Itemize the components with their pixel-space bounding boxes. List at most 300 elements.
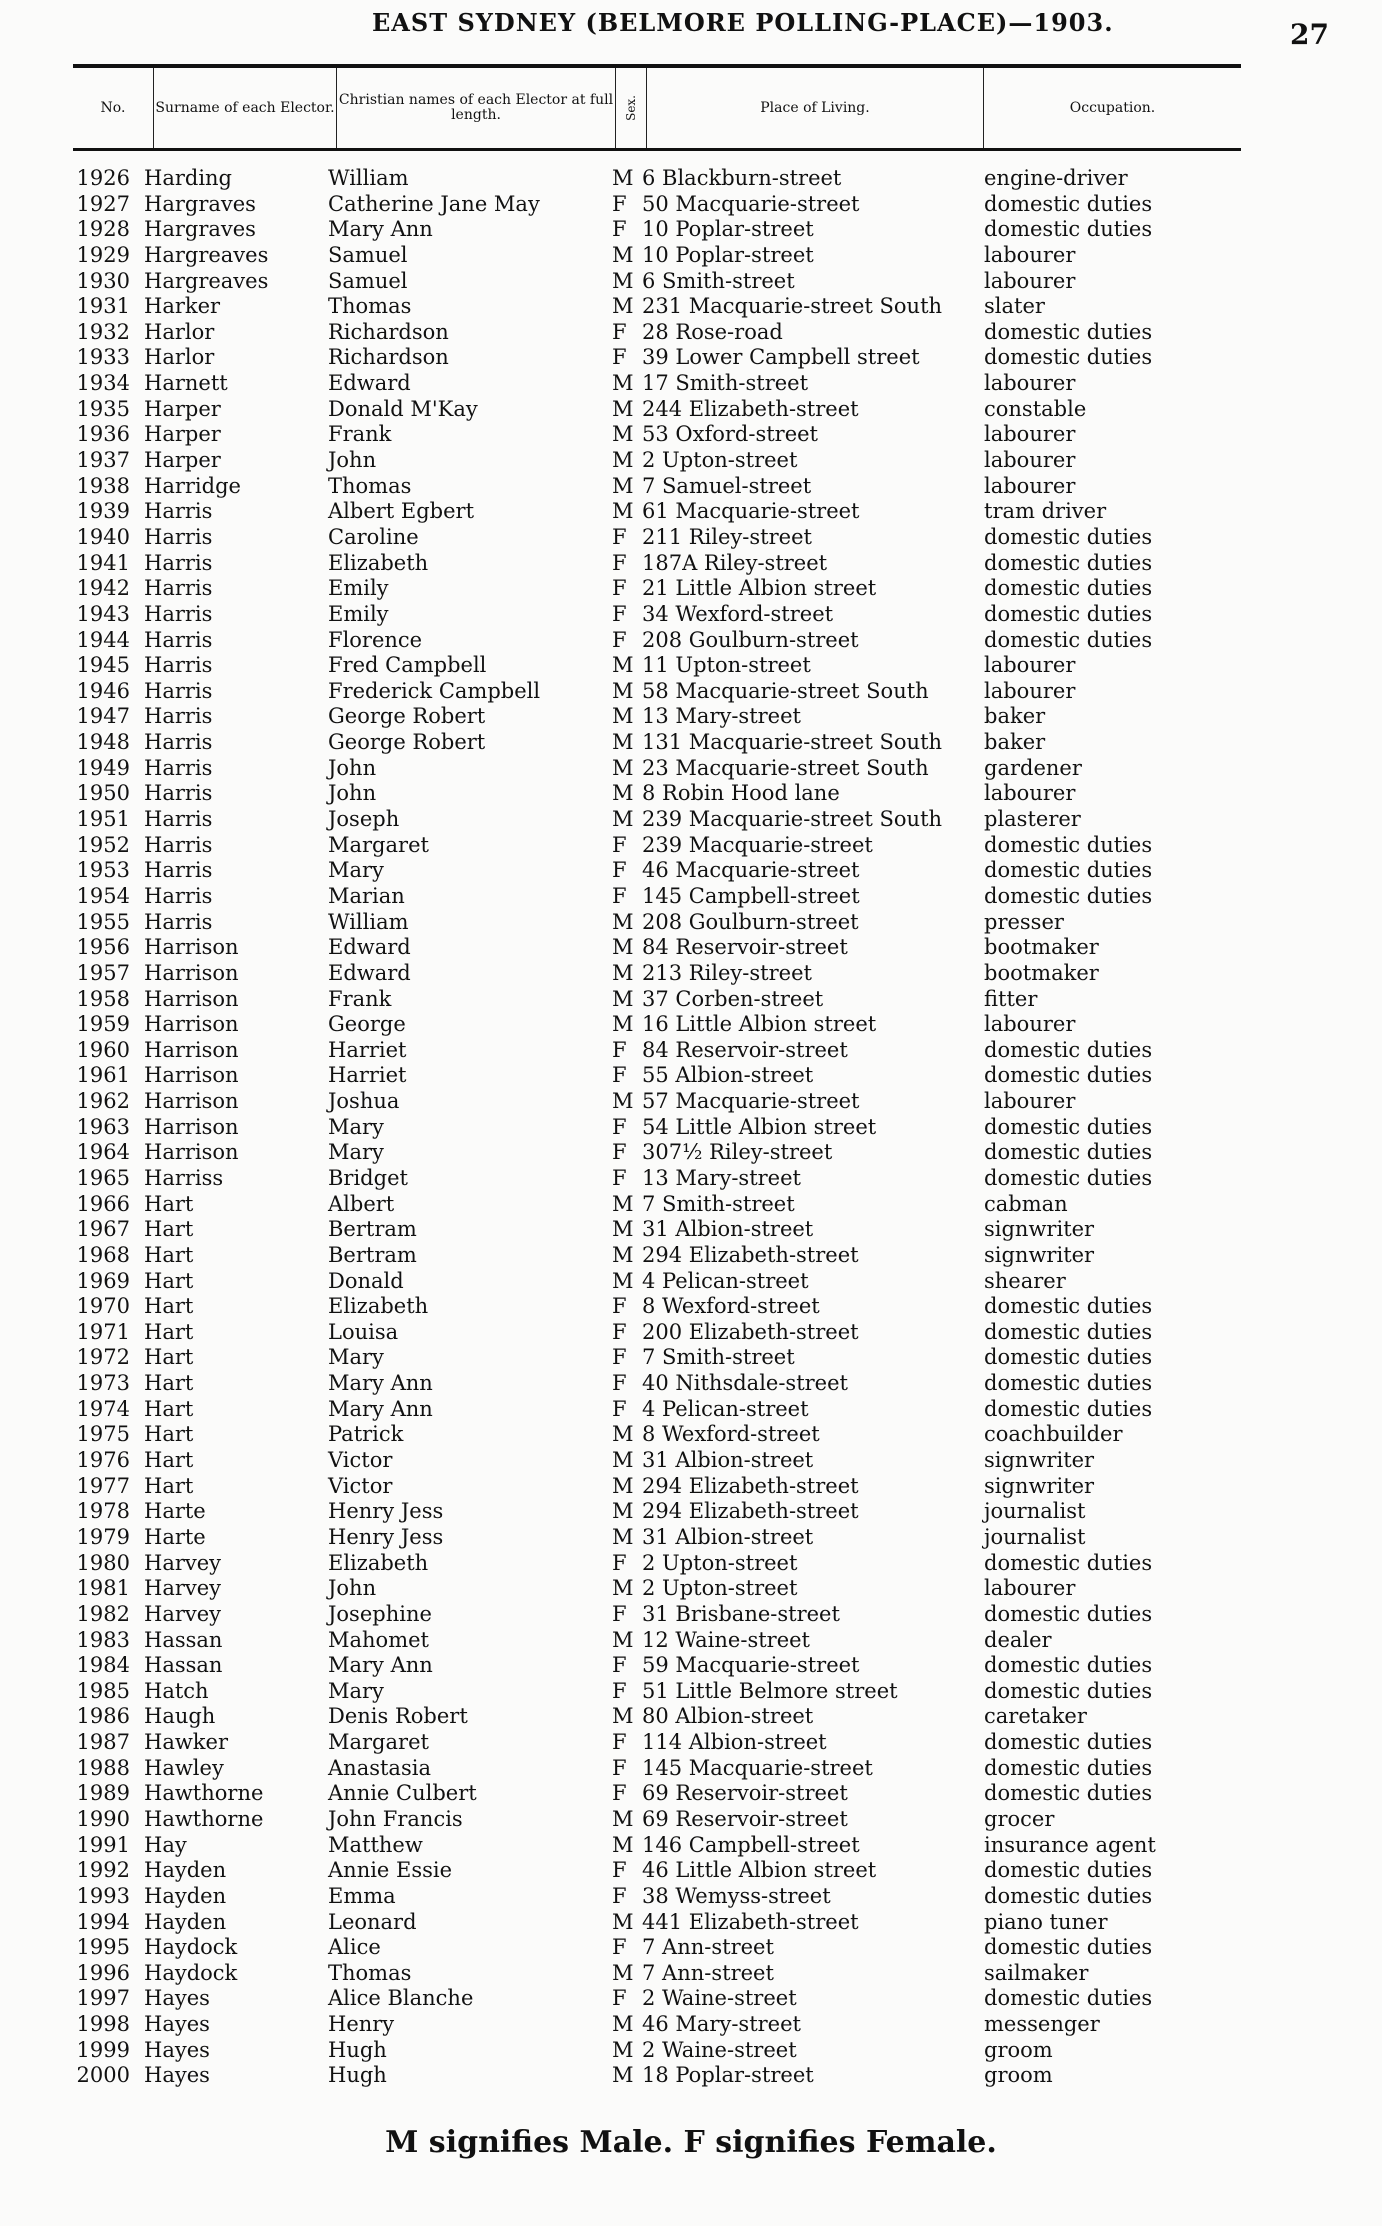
christian-names: Samuel xyxy=(328,268,408,293)
table-row xyxy=(60,628,1300,654)
table-row xyxy=(60,1166,1300,1192)
christian-names: Thomas xyxy=(328,1960,412,1985)
elector-number: 1935 xyxy=(76,396,130,421)
occupation: domestic duties xyxy=(984,1601,1153,1626)
place-of-living: 187A Riley-street xyxy=(642,550,828,575)
table-row xyxy=(60,1345,1300,1371)
place-of-living: 200 Elizabeth-street xyxy=(642,1319,859,1344)
page-number: 27 xyxy=(1290,18,1329,51)
elector-number: 1970 xyxy=(76,1294,130,1319)
elector-number: 1996 xyxy=(76,1960,130,1985)
elector-number: 1997 xyxy=(76,1986,130,2011)
surname: Harris xyxy=(144,601,213,626)
occupation: domestic duties xyxy=(984,550,1153,575)
place-of-living: 10 Poplar-street xyxy=(642,217,814,242)
elector-number: 1983 xyxy=(76,1627,130,1652)
occupation: domestic duties xyxy=(984,217,1153,242)
christian-names: Richardson xyxy=(328,319,449,344)
table-row xyxy=(60,1961,1300,1987)
elector-number: 1980 xyxy=(76,1550,130,1575)
occupation: caretaker xyxy=(984,1704,1087,1729)
sex: M xyxy=(612,1627,634,1652)
place-of-living: 21 Little Albion street xyxy=(642,576,877,601)
elector-number: 1938 xyxy=(76,473,130,498)
sex: F xyxy=(612,1653,627,1678)
sex: F xyxy=(612,858,627,883)
christian-names: John xyxy=(328,1576,377,1601)
sex: F xyxy=(612,1858,627,1883)
surname: Hart xyxy=(144,1191,194,1216)
elector-number: 1966 xyxy=(76,1191,130,1216)
elector-number: 1946 xyxy=(76,678,130,703)
sex: M xyxy=(612,909,634,934)
column-header-surname: Surname of each Elector. xyxy=(154,68,337,148)
christian-names: Louisa xyxy=(328,1319,399,1344)
surname: Hart xyxy=(144,1217,194,1242)
sex: M xyxy=(612,2012,634,2037)
place-of-living: 7 Smith-street xyxy=(642,1191,795,1216)
elector-number: 1991 xyxy=(76,1832,130,1857)
christian-names: Mary xyxy=(328,1114,384,1139)
elector-number: 1926 xyxy=(76,166,130,190)
table-row xyxy=(60,474,1300,500)
christian-names: Thomas xyxy=(328,473,412,498)
surname: Hawthorne xyxy=(144,1807,264,1831)
surname: Harris xyxy=(144,730,213,755)
sex: F xyxy=(612,217,627,242)
sex: M xyxy=(612,986,634,1011)
sex: F xyxy=(612,1986,627,2011)
place-of-living: 211 Riley-street xyxy=(642,524,812,549)
christian-names: Emily xyxy=(328,576,389,601)
christian-names: Mary Ann xyxy=(328,1396,433,1421)
sex: M xyxy=(612,1807,634,1831)
surname: Harnett xyxy=(144,371,228,396)
place-of-living: 4 Pelican-street xyxy=(642,1268,809,1293)
surname: Harris xyxy=(144,858,213,883)
surname: Harrison xyxy=(144,1140,239,1165)
christian-names: Caroline xyxy=(328,524,419,549)
occupation: engine-driver xyxy=(984,166,1128,190)
elector-number: 1947 xyxy=(76,704,130,729)
place-of-living: 51 Little Belmore street xyxy=(642,1678,898,1703)
surname: Harte xyxy=(144,1524,206,1549)
elector-number: 1961 xyxy=(76,1063,130,1088)
surname: Hayden xyxy=(144,1883,227,1908)
place-of-living: 31 Albion-street xyxy=(642,1524,814,1549)
occupation: sailmaker xyxy=(984,1960,1089,1985)
surname: Harridge xyxy=(144,473,241,498)
place-of-living: 80 Albion-street xyxy=(642,1704,814,1729)
table-row xyxy=(60,1474,1300,1500)
place-of-living: 57 Macquarie-street xyxy=(642,1089,860,1114)
elector-number: 1985 xyxy=(76,1678,130,1703)
elector-number: 1984 xyxy=(76,1653,130,1678)
occupation: labourer xyxy=(984,1576,1076,1601)
elector-number: 1976 xyxy=(76,1448,130,1473)
elector-number: 1975 xyxy=(76,1422,130,1447)
sex: M xyxy=(612,1473,634,1498)
christian-names: Henry xyxy=(328,2012,395,2037)
table-row xyxy=(60,1192,1300,1218)
table-row xyxy=(60,1576,1300,1602)
christian-names: Mary Ann xyxy=(328,217,433,242)
table-row xyxy=(60,192,1300,218)
elector-number: 1937 xyxy=(76,448,130,473)
place-of-living: 59 Macquarie-street xyxy=(642,1653,860,1678)
surname: Harris xyxy=(144,807,213,832)
occupation: domestic duties xyxy=(984,1345,1153,1370)
place-of-living: 16 Little Albion street xyxy=(642,1012,877,1037)
christian-names: Frederick Campbell xyxy=(328,678,541,703)
elector-number: 1927 xyxy=(76,191,130,216)
sex: M xyxy=(612,2063,634,2088)
elector-number: 1959 xyxy=(76,1012,130,1037)
occupation: fitter xyxy=(984,986,1038,1011)
sex: M xyxy=(612,1499,634,1524)
occupation: signwriter xyxy=(984,1448,1095,1473)
sex: M xyxy=(612,1422,634,1447)
occupation: signwriter xyxy=(984,1217,1095,1242)
surname: Harlor xyxy=(144,319,215,344)
table-row xyxy=(60,935,1300,961)
christian-names: Frank xyxy=(328,422,392,447)
table-row xyxy=(60,576,1300,602)
sex: F xyxy=(612,1319,627,1344)
place-of-living: 23 Macquarie-street South xyxy=(642,755,929,780)
sex: F xyxy=(612,1550,627,1575)
christian-names: Donald M'Kay xyxy=(328,396,478,421)
christian-names: Emma xyxy=(328,1883,396,1908)
sex: M xyxy=(612,1242,634,1267)
christian-names: Harriet xyxy=(328,1063,407,1088)
sex: F xyxy=(612,1755,627,1780)
place-of-living: 7 Smith-street xyxy=(642,1345,795,1370)
occupation: domestic duties xyxy=(984,1755,1153,1780)
place-of-living: 2 Waine-street xyxy=(642,1986,797,2011)
place-of-living: 244 Elizabeth-street xyxy=(642,396,859,421)
place-of-living: 7 Ann-street xyxy=(642,1935,774,1960)
occupation: cabman xyxy=(984,1191,1068,1216)
table-row xyxy=(60,1063,1300,1089)
surname: Hart xyxy=(144,1371,194,1396)
table-row xyxy=(60,1551,1300,1577)
table-row xyxy=(60,756,1300,782)
occupation: domestic duties xyxy=(984,1140,1153,1165)
place-of-living: 28 Rose-road xyxy=(642,319,783,344)
christian-names: Joshua xyxy=(328,1089,400,1114)
sex: M xyxy=(612,1089,634,1114)
christian-names: Denis Robert xyxy=(328,1704,468,1729)
column-header-occupation: Occupation. xyxy=(1069,99,1156,116)
occupation: bootmaker xyxy=(984,960,1099,985)
christian-names: Annie Essie xyxy=(328,1858,453,1883)
elector-number: 1974 xyxy=(76,1396,130,1421)
occupation: domestic duties xyxy=(984,1294,1153,1319)
sex: F xyxy=(612,1063,627,1088)
elector-number: 1994 xyxy=(76,1909,130,1934)
occupation: labourer xyxy=(984,781,1076,806)
elector-number: 1998 xyxy=(76,2012,130,2037)
occupation: constable xyxy=(984,396,1087,421)
elector-number: 1957 xyxy=(76,960,130,985)
elector-number: 1968 xyxy=(76,1242,130,1267)
christian-names: Mary Ann xyxy=(328,1653,433,1678)
table-row xyxy=(60,1858,1300,1884)
surname: Harrison xyxy=(144,935,239,960)
elector-number: 1982 xyxy=(76,1601,130,1626)
occupation: insurance agent xyxy=(984,1832,1156,1857)
surname: Harvey xyxy=(144,1601,222,1626)
sex: M xyxy=(612,448,634,473)
surname: Harriss xyxy=(144,1165,224,1190)
place-of-living: 307½ Riley-street xyxy=(642,1140,833,1165)
place-of-living: 2 Waine-street xyxy=(642,2037,797,2062)
sex: F xyxy=(612,883,627,908)
elector-number: 1973 xyxy=(76,1371,130,1396)
occupation: bootmaker xyxy=(984,935,1099,960)
occupation: domestic duties xyxy=(984,627,1153,652)
table-row xyxy=(60,269,1300,295)
table-row xyxy=(60,1038,1300,1064)
place-of-living: 34 Wexford-street xyxy=(642,601,834,626)
surname: Harrison xyxy=(144,1089,239,1114)
surname: Harris xyxy=(144,883,213,908)
place-of-living: 114 Albion-street xyxy=(642,1730,827,1755)
page-title: EAST SYDNEY (BELMORE POLLING-PLACE)—1903. xyxy=(372,8,1114,37)
table-row xyxy=(60,294,1300,320)
table-row xyxy=(60,345,1300,371)
christian-names: Bertram xyxy=(328,1242,417,1267)
occupation: domestic duties xyxy=(984,1114,1153,1139)
occupation: domestic duties xyxy=(984,1781,1153,1806)
elector-number: 1963 xyxy=(76,1114,130,1139)
christian-names: Elizabeth xyxy=(328,1550,429,1575)
christian-names: Thomas xyxy=(328,294,412,319)
elector-list xyxy=(60,166,1300,2089)
sex: F xyxy=(612,601,627,626)
surname: Harris xyxy=(144,499,213,524)
christian-names: George Robert xyxy=(328,704,486,729)
occupation: domestic duties xyxy=(984,1883,1153,1908)
surname: Hart xyxy=(144,1242,194,1267)
sex: M xyxy=(612,1576,634,1601)
table-row xyxy=(60,525,1300,551)
place-of-living: 441 Elizabeth-street xyxy=(642,1909,859,1934)
christian-names: Mary Ann xyxy=(328,1371,433,1396)
table-row xyxy=(60,1269,1300,1295)
sex: M xyxy=(612,294,634,319)
christian-names: Elizabeth xyxy=(328,1294,429,1319)
place-of-living: 294 Elizabeth-street xyxy=(642,1473,859,1498)
sex: F xyxy=(612,1037,627,1062)
place-of-living: 12 Waine-street xyxy=(642,1627,810,1652)
elector-number: 1978 xyxy=(76,1499,130,1524)
christian-names: Elizabeth xyxy=(328,550,429,575)
christian-names: William xyxy=(328,166,409,190)
elector-number: 1950 xyxy=(76,781,130,806)
occupation: domestic duties xyxy=(984,858,1153,883)
christian-names: Annie Culbert xyxy=(328,1781,477,1806)
place-of-living: 53 Oxford-street xyxy=(642,422,818,447)
table-row xyxy=(60,807,1300,833)
place-of-living: 46 Little Albion street xyxy=(642,1858,877,1883)
christian-names: Mary xyxy=(328,1345,384,1370)
place-of-living: 7 Ann-street xyxy=(642,1960,774,1985)
table-row xyxy=(60,1781,1300,1807)
elector-number: 1999 xyxy=(76,2037,130,2062)
occupation: labourer xyxy=(984,422,1076,447)
christian-names: Mary xyxy=(328,1678,384,1703)
sex: M xyxy=(612,704,634,729)
occupation: groom xyxy=(984,2037,1053,2062)
sex: F xyxy=(612,1396,627,1421)
elector-number: 1941 xyxy=(76,550,130,575)
surname: Harvey xyxy=(144,1550,222,1575)
elector-number: 1967 xyxy=(76,1217,130,1242)
table-row xyxy=(60,653,1300,679)
table-row xyxy=(60,858,1300,884)
occupation: domestic duties xyxy=(984,1858,1153,1883)
christian-names: Leonard xyxy=(328,1909,417,1934)
surname: Hassan xyxy=(144,1627,223,1652)
sex: F xyxy=(612,1678,627,1703)
occupation: domestic duties xyxy=(984,1550,1153,1575)
place-of-living: 239 Macquarie-street xyxy=(642,832,873,857)
elector-number: 1929 xyxy=(76,242,130,267)
place-of-living: 2 Upton-street xyxy=(642,448,798,473)
table-row xyxy=(60,551,1300,577)
elector-number: 1981 xyxy=(76,1576,130,1601)
elector-number: 1939 xyxy=(76,499,130,524)
sex: M xyxy=(612,166,634,190)
occupation: labourer xyxy=(984,653,1076,678)
sex: M xyxy=(612,653,634,678)
place-of-living: 40 Nithsdale-street xyxy=(642,1371,848,1396)
occupation: domestic duties xyxy=(984,1165,1153,1190)
place-of-living: 58 Macquarie-street South xyxy=(642,678,929,703)
table-row xyxy=(60,1986,1300,2012)
elector-number: 1993 xyxy=(76,1883,130,1908)
place-of-living: 18 Poplar-street xyxy=(642,2063,814,2088)
occupation: presser xyxy=(984,909,1064,934)
sex: F xyxy=(612,191,627,216)
table-row xyxy=(60,1679,1300,1705)
elector-number: 1932 xyxy=(76,319,130,344)
christian-names: Mary xyxy=(328,1140,384,1165)
place-of-living: 38 Wemyss-street xyxy=(642,1883,831,1908)
occupation: plasterer xyxy=(984,807,1081,832)
column-header-christian-names: Christian names of each Elector at full length. xyxy=(337,68,616,148)
place-of-living: 4 Pelican-street xyxy=(642,1396,809,1421)
table-row xyxy=(60,1910,1300,1936)
christian-names: Samuel xyxy=(328,242,408,267)
christian-names: William xyxy=(328,909,409,934)
table-row xyxy=(60,1217,1300,1243)
table-row xyxy=(60,1704,1300,1730)
elector-number: 1992 xyxy=(76,1858,130,1883)
christian-names: Albert Egbert xyxy=(328,499,475,524)
table-row xyxy=(60,1320,1300,1346)
christian-names: Donald xyxy=(328,1268,404,1293)
elector-number: 1955 xyxy=(76,909,130,934)
sex: M xyxy=(612,1191,634,1216)
occupation: signwriter xyxy=(984,1242,1095,1267)
elector-number: 1928 xyxy=(76,217,130,242)
christian-names: Anastasia xyxy=(328,1755,431,1780)
elector-number: 1945 xyxy=(76,653,130,678)
surname: Harvey xyxy=(144,1576,222,1601)
surname: Harper xyxy=(144,422,221,447)
place-of-living: 7 Samuel-street xyxy=(642,473,812,498)
christian-names: Fred Campbell xyxy=(328,653,487,678)
occupation: domestic duties xyxy=(984,1678,1153,1703)
christian-names: Patrick xyxy=(328,1422,404,1447)
surname: Hart xyxy=(144,1294,194,1319)
table-row xyxy=(60,679,1300,705)
elector-number: 1952 xyxy=(76,832,130,857)
occupation: groom xyxy=(984,2063,1053,2088)
christian-names: Joseph xyxy=(328,807,400,832)
christian-names: Josephine xyxy=(328,1601,432,1626)
occupation: domestic duties xyxy=(984,1063,1153,1088)
place-of-living: 10 Poplar-street xyxy=(642,242,814,267)
sex: F xyxy=(612,1883,627,1908)
surname: Hatch xyxy=(144,1678,209,1703)
occupation: gardener xyxy=(984,755,1082,780)
table-row xyxy=(60,1371,1300,1397)
sex: M xyxy=(612,1448,634,1473)
sex: M xyxy=(612,1268,634,1293)
place-of-living: 11 Upton-street xyxy=(642,653,811,678)
sex: M xyxy=(612,499,634,524)
surname: Hargreaves xyxy=(144,242,269,267)
sex: M xyxy=(612,1012,634,1037)
surname: Hart xyxy=(144,1268,194,1293)
christian-names: Florence xyxy=(328,627,423,652)
occupation: baker xyxy=(984,730,1046,755)
surname: Harrison xyxy=(144,1037,239,1062)
sex: F xyxy=(612,1345,627,1370)
surname: Hargreaves xyxy=(144,268,269,293)
place-of-living: 13 Mary-street xyxy=(642,704,801,729)
occupation: domestic duties xyxy=(984,1319,1153,1344)
surname: Harris xyxy=(144,524,213,549)
sex: F xyxy=(612,1781,627,1806)
sex: M xyxy=(612,1832,634,1857)
sex: M xyxy=(612,781,634,806)
christian-names: Victor xyxy=(328,1473,393,1498)
place-of-living: 31 Brisbane-street xyxy=(642,1601,840,1626)
sex: M xyxy=(612,1217,634,1242)
sex: F xyxy=(612,832,627,857)
sex: F xyxy=(612,345,627,370)
surname: Harrison xyxy=(144,1114,239,1139)
christian-names: Edward xyxy=(328,935,411,960)
christian-names: Marian xyxy=(328,883,405,908)
elector-number: 1988 xyxy=(76,1755,130,1780)
table-row xyxy=(60,1884,1300,1910)
place-of-living: 69 Reservoir-street xyxy=(642,1781,848,1806)
elector-number: 1962 xyxy=(76,1089,130,1114)
elector-number: 1958 xyxy=(76,986,130,1011)
christian-names: Margaret xyxy=(328,1730,429,1755)
place-of-living: 46 Macquarie-street xyxy=(642,858,860,883)
occupation: labourer xyxy=(984,242,1076,267)
occupation: journalist xyxy=(984,1499,1086,1524)
table-row xyxy=(60,1089,1300,1115)
christian-names: Alice Blanche xyxy=(328,1986,474,2011)
